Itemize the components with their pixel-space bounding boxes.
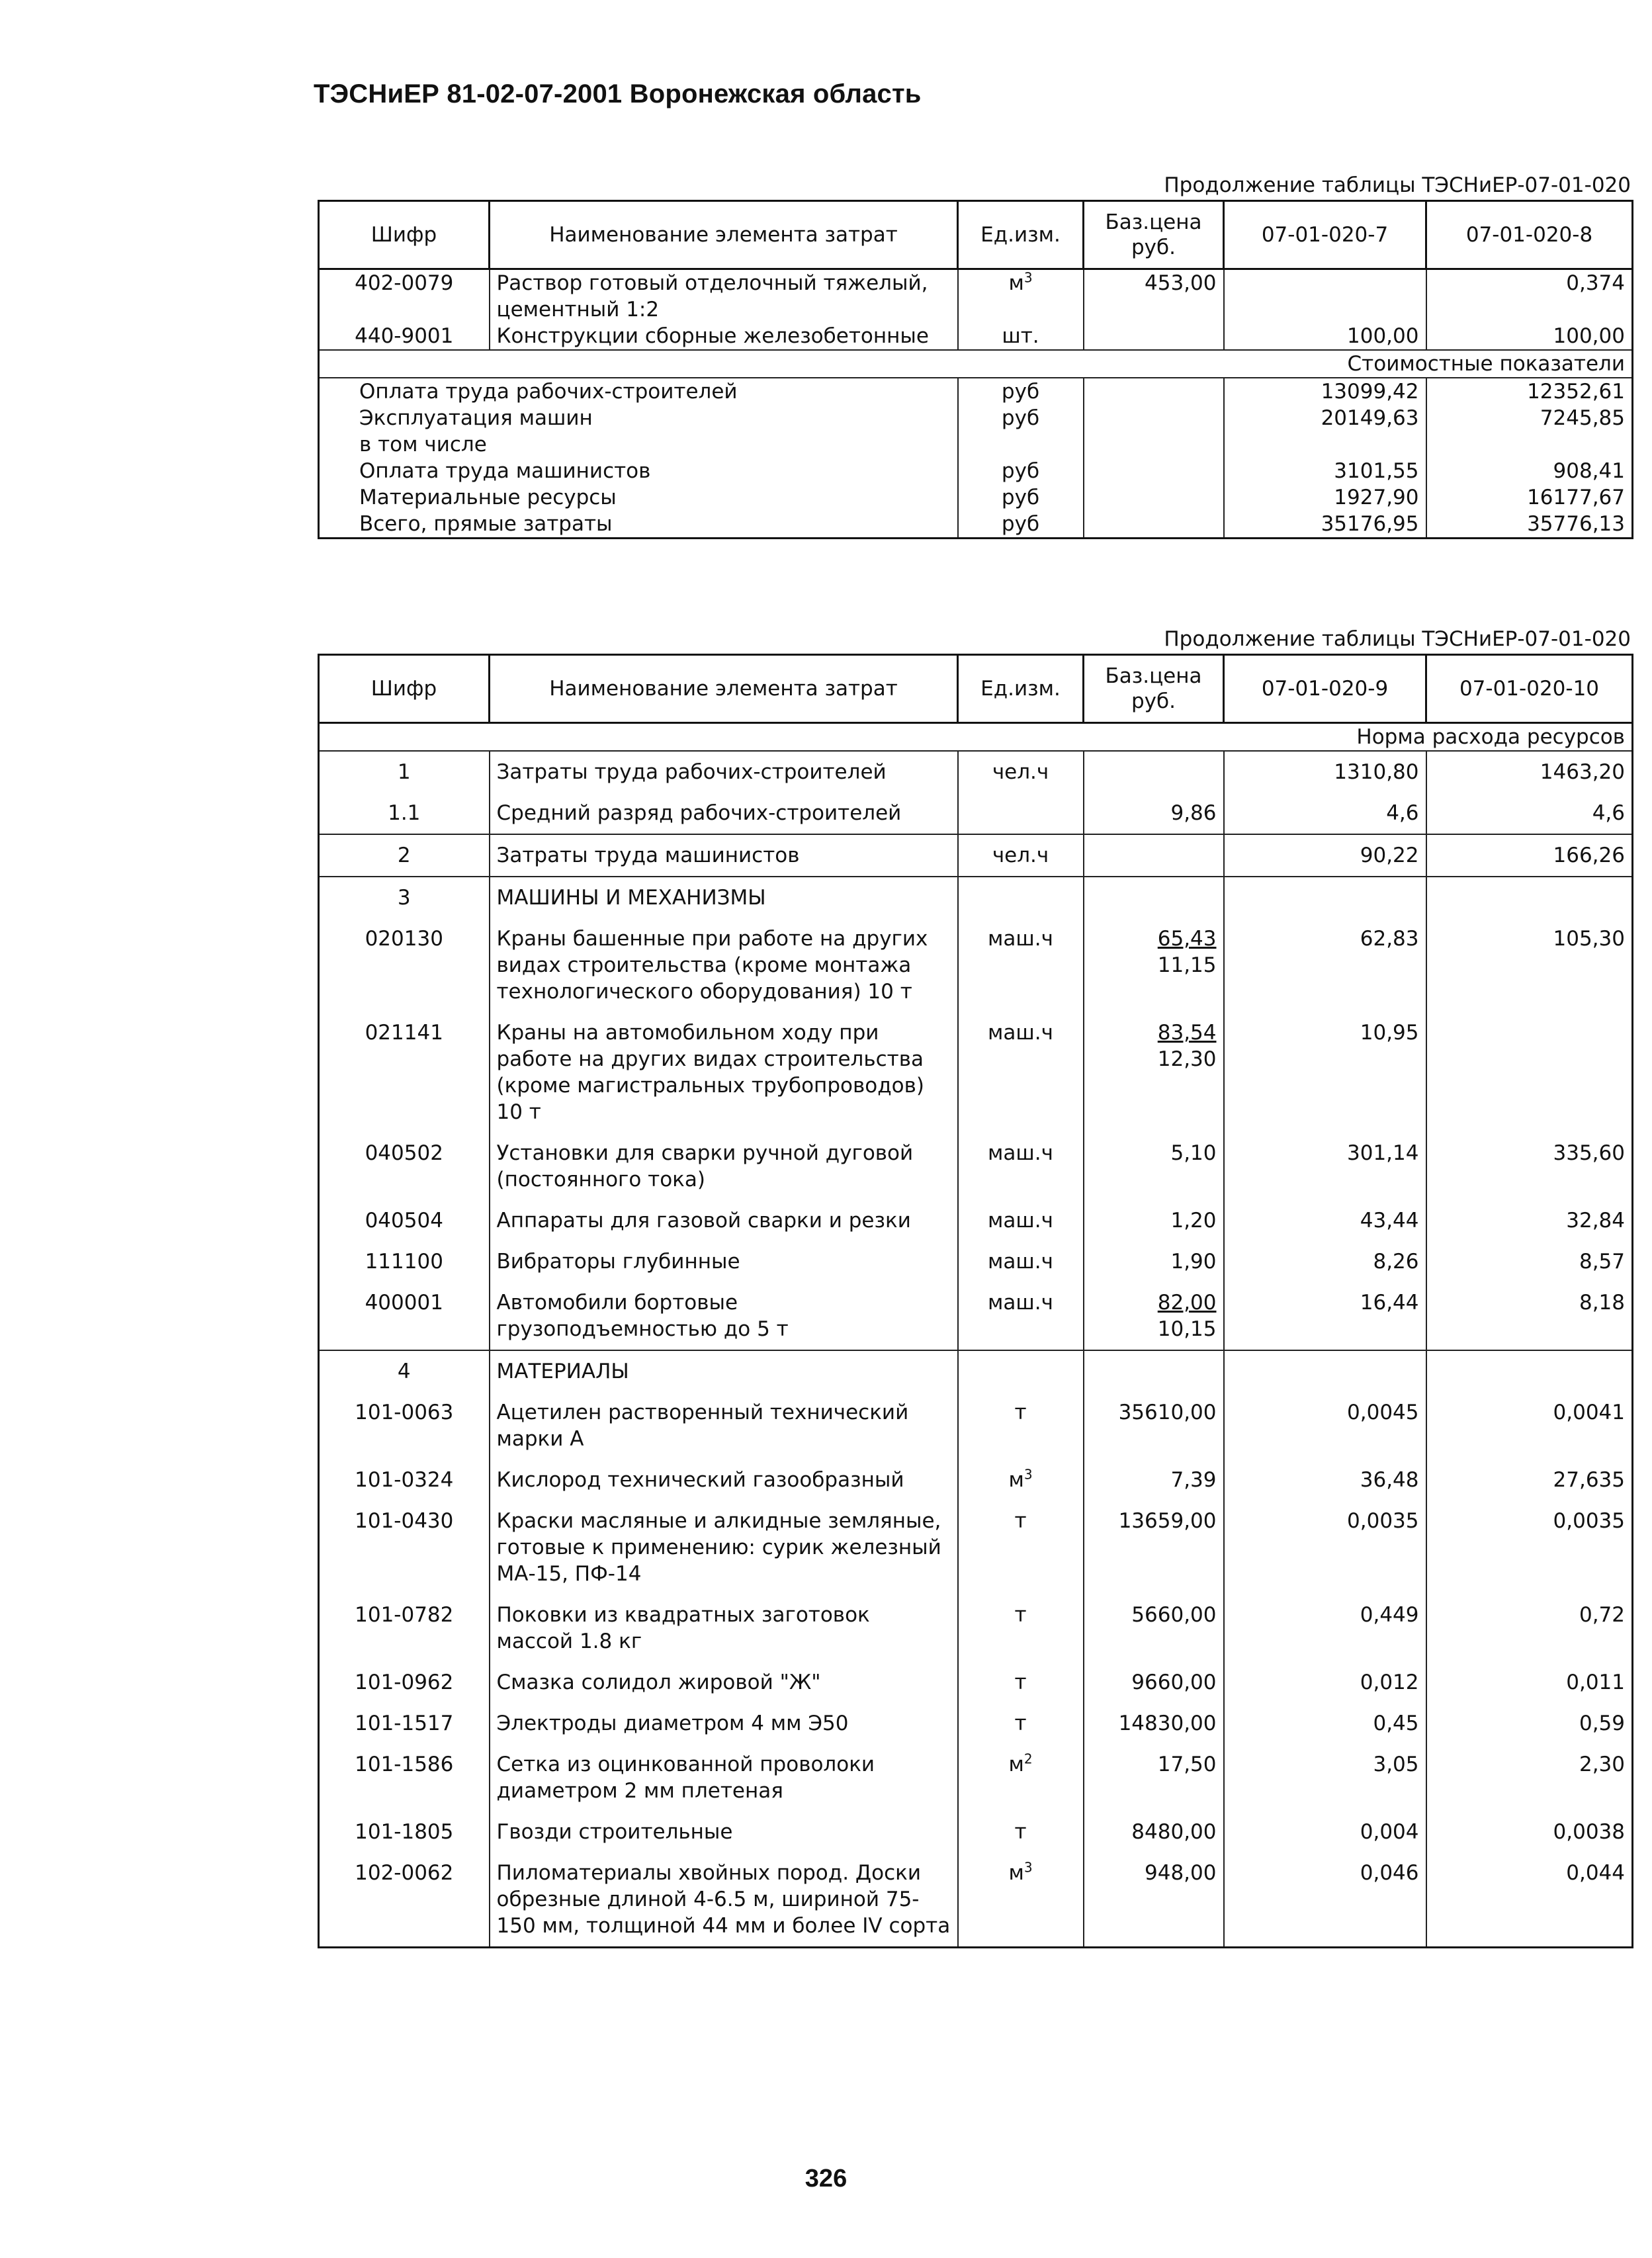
cost-value-cell: 1927,90: [1224, 484, 1426, 511]
base-price-cell: [1084, 1703, 1224, 1744]
cost-value-cell: 35176,95: [1224, 511, 1426, 539]
code-cell: 3: [319, 877, 490, 918]
norm-cell: 90,22: [1224, 834, 1426, 877]
norm-cell: 0,0038: [1426, 1811, 1633, 1852]
norm-cell: 8,57: [1426, 1241, 1633, 1282]
code-cell: 1.1: [319, 793, 490, 834]
unit-cell: руб: [958, 484, 1084, 511]
base-price-cell: [1084, 269, 1224, 324]
norm-cell: 0,004: [1224, 1811, 1426, 1852]
operator-wage-price: 10,15: [1157, 1317, 1217, 1341]
norm-cell: 0,0035: [1224, 1500, 1426, 1594]
table1-header-row: [319, 201, 1633, 269]
table-row: [319, 1594, 1633, 1662]
resource-table-1: [318, 200, 1633, 539]
section-band: [319, 350, 1633, 378]
base-price: 5660,00: [1131, 1603, 1217, 1627]
unit-text: м: [1008, 1861, 1024, 1885]
norm-cell: 4,6: [1426, 793, 1633, 834]
base-price-cell: [1084, 511, 1224, 539]
unit-text: маш.ч: [988, 1209, 1053, 1233]
norm-cell: 2,30: [1426, 1744, 1633, 1811]
code-cell: 400001: [319, 1282, 490, 1350]
norm-cell: 1310,80: [1224, 751, 1426, 793]
name-cell: Автомобили бортовые грузоподъемностью до 5 т: [490, 1282, 958, 1350]
code-cell: 111100: [319, 1241, 490, 1282]
col-header-code: Шифр: [319, 201, 490, 269]
col-header-norm-7: 07-01-020-7: [1224, 201, 1426, 269]
unit-cell: [958, 1392, 1084, 1459]
unit-cell: руб: [958, 458, 1084, 484]
unit-cell: руб: [958, 405, 1084, 431]
table-row: [319, 1392, 1633, 1459]
unit-cell: [958, 1241, 1084, 1282]
unit-text: т: [1014, 1671, 1027, 1694]
code-cell: 4: [319, 1350, 490, 1392]
unit-cell: [958, 1852, 1084, 1948]
cost-name-cell: Материальные ресурсы: [319, 484, 958, 511]
col-header-norm-9: 07-01-020-9: [1224, 655, 1426, 723]
section-label: Норма расхода ресурсов: [319, 723, 1633, 752]
unit-cell: [958, 751, 1084, 793]
norm-cell: 8,18: [1426, 1282, 1633, 1350]
base-price-cell: [1084, 1852, 1224, 1948]
table-row: [319, 751, 1633, 793]
resource-table-2: [318, 654, 1633, 1948]
norm-cell: [1426, 877, 1633, 918]
table-row: [319, 269, 1633, 324]
unit-text: маш.ч: [988, 1250, 1053, 1274]
cost-value-cell: 13099,42: [1224, 378, 1426, 405]
name-cell: Средний разряд рабочих-строителей: [490, 793, 958, 834]
unit-text: маш.ч: [988, 1021, 1053, 1045]
cost-row: [319, 511, 1633, 539]
base-price-cell: [1084, 1662, 1224, 1703]
base-price-cell: [1084, 378, 1224, 405]
code-cell: 020130: [319, 918, 490, 1012]
base-price-cell: [1084, 1459, 1224, 1500]
table2-caption: Продолжение таблицы ТЭСНиЕР-07-01-020: [1164, 627, 1631, 651]
base-price-cell: [1084, 918, 1224, 1012]
unit-text: чел.ч: [992, 760, 1049, 784]
base-price-cell: [1084, 1012, 1224, 1133]
cost-value-cell: 16177,67: [1426, 484, 1633, 511]
name-cell: Поковки из квадратных заготовок массой 1.8 кг: [490, 1594, 958, 1662]
code-cell: 101-0962: [319, 1662, 490, 1703]
unit-cell: [958, 1662, 1084, 1703]
base-price-cell: [1084, 458, 1224, 484]
cost-row: [319, 484, 1633, 511]
name-cell: Конструкции сборные железобетонные: [490, 323, 958, 350]
table-row: [319, 1811, 1633, 1852]
norm-cell: 0,0045: [1224, 1392, 1426, 1459]
unit-cell: [958, 918, 1084, 1012]
section-label: Стоимостные показатели: [319, 350, 1633, 378]
base-price: 9,86: [1170, 801, 1217, 825]
norm-cell: 0,0035: [1426, 1500, 1633, 1594]
base-price-cell: [1084, 1744, 1224, 1811]
base-price-cell: [1084, 1392, 1224, 1459]
cost-name-cell: Оплата труда машинистов: [319, 458, 958, 484]
unit-text: м: [1008, 271, 1024, 295]
cost-row: [319, 405, 1633, 431]
unit-cell: руб: [958, 511, 1084, 539]
norm-cell: 0,449: [1224, 1594, 1426, 1662]
table-row: [319, 834, 1633, 877]
norm-cell: 32,84: [1426, 1200, 1633, 1241]
cost-value-cell: 12352,61: [1426, 378, 1633, 405]
unit-cell: [958, 1744, 1084, 1811]
cost-row: [319, 458, 1633, 484]
base-price-cell: [1084, 793, 1224, 834]
unit-cell: руб: [958, 378, 1084, 405]
cost-name-cell: Оплата труда рабочих-строителей: [319, 378, 958, 405]
document-title: ТЭСНиЕР 81-02-07-2001 Воронежская область: [314, 79, 922, 109]
name-cell: Установки для сварки ручной дуговой (постоянного тока): [490, 1133, 958, 1200]
col-header-code: Шифр: [319, 655, 490, 723]
unit-cell: [958, 1703, 1084, 1744]
cost-name-cell: Всего, прямые затраты: [319, 511, 958, 539]
base-price: 1,90: [1170, 1250, 1217, 1274]
base-price-cell: [1084, 1200, 1224, 1241]
base-price-cell: [1084, 877, 1224, 918]
base-price-cell: [1084, 1500, 1224, 1594]
code-cell: 101-0430: [319, 1500, 490, 1594]
norm-cell: 0,72: [1426, 1594, 1633, 1662]
col-header-name: Наименование элемента затрат: [490, 655, 958, 723]
cost-name-cell: в том числе: [319, 431, 958, 458]
unit-text: т: [1014, 1603, 1027, 1627]
table1-caption: Продолжение таблицы ТЭСНиЕР-07-01-020: [1164, 173, 1631, 197]
code-cell: 021141: [319, 1012, 490, 1133]
table-row: [319, 1852, 1633, 1948]
col-header-unit: Ед.изм.: [958, 655, 1084, 723]
base-price: 1,20: [1170, 1209, 1217, 1233]
unit-cell: [958, 1200, 1084, 1241]
unit-text: м: [1008, 1468, 1024, 1492]
base-price: 5,10: [1170, 1141, 1217, 1165]
base-price-cell: [1084, 1350, 1224, 1392]
norm-cell: 0,011: [1426, 1662, 1633, 1703]
norm-cell: 0,044: [1426, 1852, 1633, 1948]
cost-value-cell: 35776,13: [1426, 511, 1633, 539]
base-price: 8480,00: [1131, 1820, 1217, 1844]
norm-cell: 3,05: [1224, 1744, 1426, 1811]
norm-cell: 0,45: [1224, 1703, 1426, 1744]
name-cell: Раствор готовый отделочный тяжелый, цементный 1:2: [490, 269, 958, 324]
table-row: [319, 1459, 1633, 1500]
base-price: 65,43: [1157, 927, 1217, 951]
norm-cell: 0,046: [1224, 1852, 1426, 1948]
table-row: [319, 877, 1633, 918]
unit-cell: [958, 1594, 1084, 1662]
norm-cell: 335,60: [1426, 1133, 1633, 1200]
unit-cell: [958, 877, 1084, 918]
cost-value-cell: 7245,85: [1426, 405, 1633, 431]
unit-cell: [958, 793, 1084, 834]
unit-cell: [958, 834, 1084, 877]
norm-cell: 16,44: [1224, 1282, 1426, 1350]
name-cell: Кислород технический газообразный: [490, 1459, 958, 1500]
unit-cell: [958, 1811, 1084, 1852]
unit-cell: [958, 1133, 1084, 1200]
code-cell: 101-1586: [319, 1744, 490, 1811]
col-header-price: Баз.цена руб.: [1084, 655, 1224, 723]
cost-row: [319, 431, 1633, 458]
norm-cell: 0,374: [1426, 269, 1633, 324]
unit-text: т: [1014, 1820, 1027, 1844]
unit-cell: [958, 1500, 1084, 1594]
code-cell: 101-0782: [319, 1594, 490, 1662]
base-price: 13659,00: [1118, 1509, 1217, 1533]
cost-value-cell: 20149,63: [1224, 405, 1426, 431]
base-price-cell: [1084, 1811, 1224, 1852]
base-price-cell: [1084, 1594, 1224, 1662]
code-cell: 101-0324: [319, 1459, 490, 1500]
col-header-norm-10: 07-01-020-10: [1426, 655, 1633, 723]
cost-name-cell: Эксплуатация машин: [319, 405, 958, 431]
base-price-cell: [1084, 484, 1224, 511]
cost-row: [319, 378, 1633, 405]
base-price: 9660,00: [1131, 1671, 1217, 1694]
table-row: [319, 1133, 1633, 1200]
base-price-cell: [1084, 1241, 1224, 1282]
norm-cell: [1224, 269, 1426, 324]
cost-value-cell: [1426, 431, 1633, 458]
base-price-cell: [1084, 323, 1224, 350]
unit-text: т: [1014, 1401, 1027, 1424]
page-number: 326: [804, 2165, 848, 2193]
norm-cell: 27,635: [1426, 1459, 1633, 1500]
norm-cell: 4,6: [1224, 793, 1426, 834]
base-price: 7,39: [1170, 1468, 1217, 1492]
base-price-cell: [1084, 405, 1224, 431]
norm-cell: 43,44: [1224, 1200, 1426, 1241]
code-cell: 2: [319, 834, 490, 877]
name-cell: Вибраторы глубинные: [490, 1241, 958, 1282]
code-cell: 040504: [319, 1200, 490, 1241]
code-cell: 101-1805: [319, 1811, 490, 1852]
unit-cell: [958, 1282, 1084, 1350]
code-cell: 102-0062: [319, 1852, 490, 1948]
table-row: [319, 323, 1633, 350]
name-cell: Электроды диаметром 4 мм Э50: [490, 1703, 958, 1744]
norm-cell: 166,26: [1426, 834, 1633, 877]
norm-cell: [1224, 1350, 1426, 1392]
name-cell: Краски масляные и алкидные земляные, готовые к применению: сурик железный МА-15, ПФ-14: [490, 1500, 958, 1594]
name-cell: Краны на автомобильном ходу при работе на других видах строительства (кроме магистральных трубопроводов) 10 т: [490, 1012, 958, 1133]
name-cell: Ацетилен растворенный технический марки А: [490, 1392, 958, 1459]
code-cell: 101-0063: [319, 1392, 490, 1459]
norm-cell: 36,48: [1224, 1459, 1426, 1500]
section-band: [319, 723, 1633, 752]
table-row: [319, 1350, 1633, 1392]
norm-cell: 62,83: [1224, 918, 1426, 1012]
base-price: 17,50: [1157, 1753, 1217, 1776]
operator-wage-price: 11,15: [1157, 953, 1217, 977]
table-row: [319, 1744, 1633, 1811]
norm-cell: 105,30: [1426, 918, 1633, 1012]
norm-cell: 100,00: [1426, 323, 1633, 350]
norm-cell: 0,0041: [1426, 1392, 1633, 1459]
unit-exponent: 3: [1023, 1859, 1033, 1876]
unit-cell: [958, 431, 1084, 458]
norm-cell: [1224, 877, 1426, 918]
name-cell: МАТЕРИАЛЫ: [490, 1350, 958, 1392]
unit-text: т: [1014, 1712, 1027, 1735]
table-row: [319, 1012, 1633, 1133]
table-row: [319, 1282, 1633, 1350]
col-header-norm-8: 07-01-020-8: [1426, 201, 1633, 269]
base-price: 82,00: [1157, 1291, 1217, 1315]
base-price: 453,00: [1145, 271, 1217, 295]
cost-value-cell: 3101,55: [1224, 458, 1426, 484]
norm-cell: [1426, 1350, 1633, 1392]
base-price: 83,54: [1157, 1021, 1217, 1045]
norm-cell: 301,14: [1224, 1133, 1426, 1200]
norm-cell: 8,26: [1224, 1241, 1426, 1282]
code-cell: 1: [319, 751, 490, 793]
unit-exponent: 3: [1023, 269, 1033, 286]
unit-text: т: [1014, 1509, 1027, 1533]
base-price-cell: [1084, 834, 1224, 877]
base-price-cell: [1084, 431, 1224, 458]
table-row: [319, 1500, 1633, 1594]
norm-cell: 0,59: [1426, 1703, 1633, 1744]
col-header-name: Наименование элемента затрат: [490, 201, 958, 269]
name-cell: Краны башенные при работе на других видах строительства (кроме монтажа технологического оборудования) 10 т: [490, 918, 958, 1012]
base-price-cell: [1084, 751, 1224, 793]
name-cell: Пиломатериалы хвойных пород. Доски обрезные длиной 4-6.5 м, шириной 75-150 мм, толщиной 44 мм и более IV сорта: [490, 1852, 958, 1948]
base-price: 14830,00: [1118, 1712, 1217, 1735]
table-row: [319, 1241, 1633, 1282]
code-cell: 402-0079: [319, 269, 490, 324]
cost-value-cell: [1224, 431, 1426, 458]
table-row: [319, 1662, 1633, 1703]
base-price-cell: [1084, 1133, 1224, 1200]
unit-text: м: [1008, 1753, 1024, 1776]
base-price: 948,00: [1145, 1861, 1217, 1885]
code-cell: 101-1517: [319, 1703, 490, 1744]
unit-cell: [958, 269, 1084, 324]
norm-cell: 1463,20: [1426, 751, 1633, 793]
code-cell: 440-9001: [319, 323, 490, 350]
table-row: [319, 1200, 1633, 1241]
table-row: [319, 918, 1633, 1012]
operator-wage-price: 12,30: [1157, 1047, 1217, 1071]
name-cell: Аппараты для газовой сварки и резки: [490, 1200, 958, 1241]
name-cell: Сетка из оцинкованной проволоки диаметром 2 мм плетеная: [490, 1744, 958, 1811]
name-cell: МАШИНЫ И МЕХАНИЗМЫ: [490, 877, 958, 918]
table-row: [319, 1703, 1633, 1744]
base-price-cell: [1084, 1282, 1224, 1350]
col-header-unit: Ед.изм.: [958, 201, 1084, 269]
norm-cell: 10,95: [1224, 1012, 1426, 1133]
name-cell: Затраты труда машинистов: [490, 834, 958, 877]
code-cell: 040502: [319, 1133, 490, 1200]
unit-exponent: 2: [1023, 1751, 1033, 1767]
unit-cell: [958, 1012, 1084, 1133]
unit-cell: [958, 1350, 1084, 1392]
name-cell: Затраты труда рабочих-строителей: [490, 751, 958, 793]
unit-cell: [958, 323, 1084, 350]
table-row: [319, 793, 1633, 834]
unit-text: маш.ч: [988, 1141, 1053, 1165]
norm-cell: 100,00: [1224, 323, 1426, 350]
unit-text: шт.: [1002, 324, 1039, 348]
cost-value-cell: 908,41: [1426, 458, 1633, 484]
col-header-price: Баз.цена руб.: [1084, 201, 1224, 269]
unit-exponent: 3: [1023, 1466, 1033, 1483]
unit-text: маш.ч: [988, 1291, 1053, 1315]
unit-cell: [958, 1459, 1084, 1500]
name-cell: Смазка солидол жировой "Ж": [490, 1662, 958, 1703]
norm-cell: 0,012: [1224, 1662, 1426, 1703]
base-price: 35610,00: [1118, 1401, 1217, 1424]
name-cell: Гвозди строительные: [490, 1811, 958, 1852]
norm-cell: [1426, 1012, 1633, 1133]
unit-text: чел.ч: [992, 844, 1049, 867]
unit-text: маш.ч: [988, 927, 1053, 951]
table2-header-row: [319, 655, 1633, 723]
